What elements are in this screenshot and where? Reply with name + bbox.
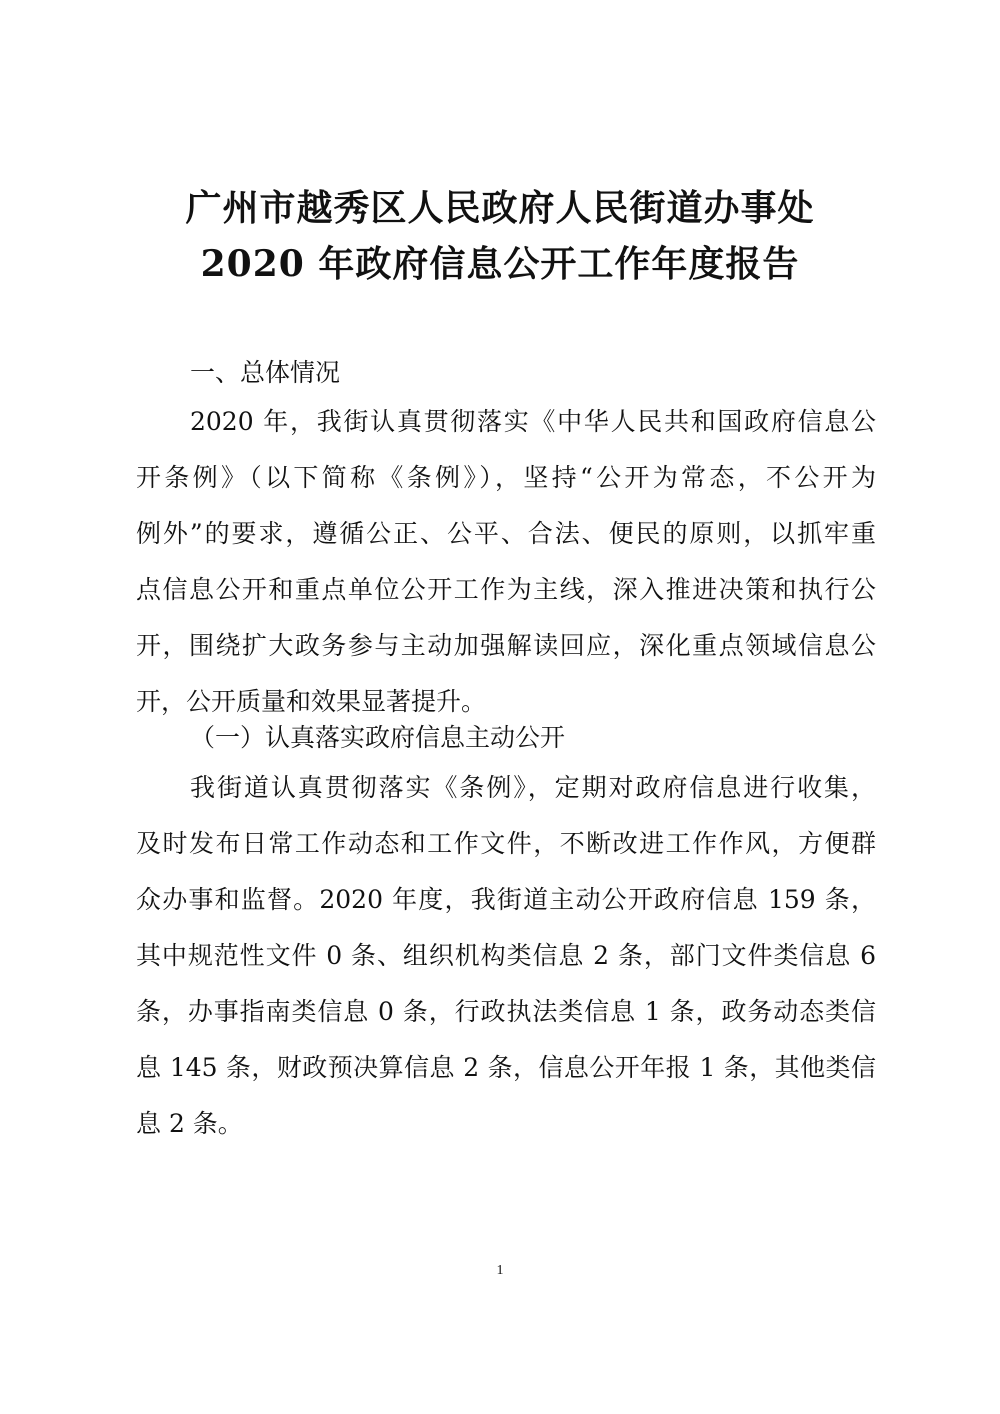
section-heading-overview: 一、总体情况 [190,358,341,387]
paragraph-line: 众办事和监督。2020 年度，我街道主动公开政府信息 159 条， [136,885,876,914]
paragraph-overview [136,404,876,740]
paragraph-line: 例外”的要求，遵循公正、公平、合法、便民的原则，以抓牢重 [136,519,876,548]
paragraph-active-disclosure [136,770,876,1162]
paragraph-line: 条，办事指南类信息 0 条，行政执法类信息 1 条，政务动态类信 [136,997,876,1026]
report-title-line-2: 2020 年政府信息公开工作年度报告 [200,243,800,285]
paragraph-line: 开条例》（以下简称《条例》），坚持“公开为常态，不公开为 [136,463,876,492]
paragraph-line: 我街道认真贯彻落实《条例》，定期对政府信息进行收集， [190,773,876,802]
paragraph-line: 息 145 条，财政预决算信息 2 条，信息公开年报 1 条，其他类信 [136,1053,876,1082]
subsection-heading-active-disclosure: （一）认真落实政府信息主动公开 [190,723,566,752]
paragraph-line: 开，公开质量和效果显著提升。 [136,687,487,716]
page-number: 1 [496,1263,504,1278]
paragraph-line: 2020 年，我街认真贯彻落实《中华人民共和国政府信息公 [190,407,876,436]
paragraph-line: 开，围绕扩大政务参与主动加强解读回应，深化重点领域信息公 [136,631,876,660]
paragraph-line: 其中规范性文件 0 条、组织机构类信息 2 条，部门文件类信息 6 [136,941,876,970]
report-title-line-1: 广州市越秀区人民政府人民街道办事处 [185,187,815,229]
paragraph-line: 及时发布日常工作动态和工作文件，不断改进工作作风，方便群 [136,829,876,858]
paragraph-line: 点信息公开和重点单位公开工作为主线，深入推进决策和执行公 [136,575,876,604]
paragraph-line: 息 2 条。 [136,1109,243,1138]
